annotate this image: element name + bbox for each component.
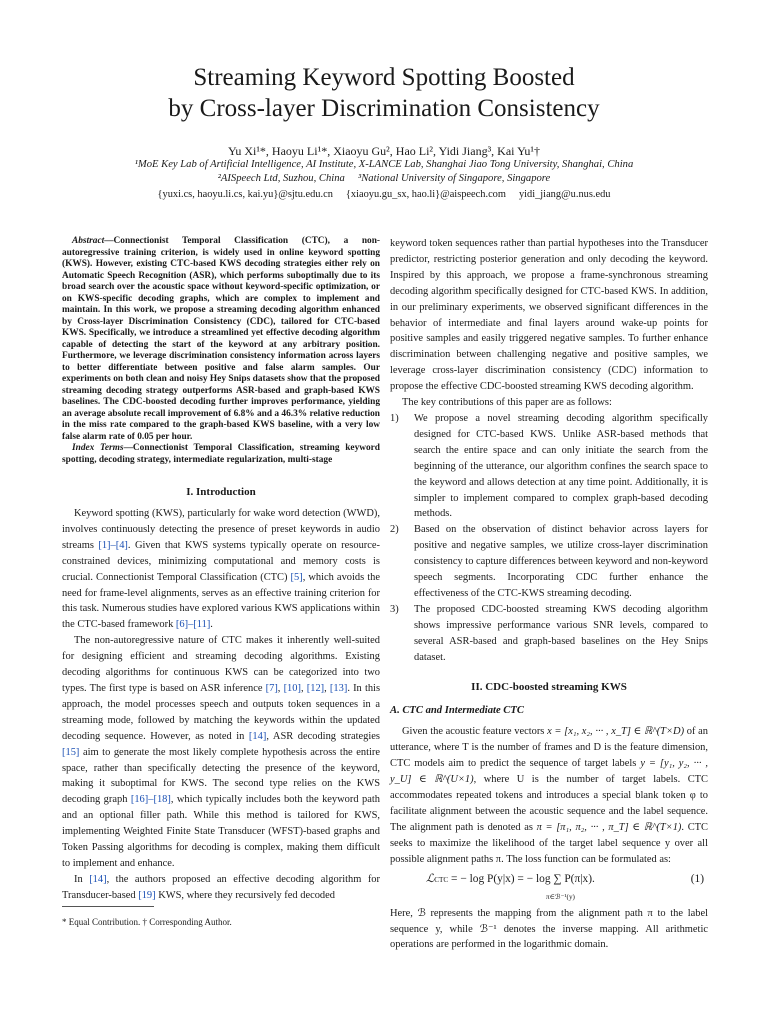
x-definition: x = [x₁, x₂, ··· , x_T] ∈ ℝ^(T×D) (547, 726, 685, 738)
contribution-number: 1) (390, 412, 399, 424)
right-column (390, 236, 708, 953)
citation-link[interactable]: [10] (283, 682, 301, 694)
footnote: * Equal Contribution. † Corresponding Author. (62, 917, 232, 927)
citation-link[interactable]: [18] (153, 794, 171, 806)
equation-ctc-loss: ℒCTC = − log P(y|x) = − log ∑ P(π|x). π∈ℬ⁻¹(y) (1) (426, 872, 704, 901)
citation-link[interactable]: [7] (265, 682, 278, 694)
contribution-list (390, 411, 708, 666)
index-terms-label: Index Terms (72, 443, 124, 453)
contribution-item (390, 411, 708, 522)
section-heading-introduction: I. Introduction (186, 486, 256, 498)
contribution-number: 2) (390, 524, 399, 536)
citation-link[interactable]: [1]–[4] (98, 539, 128, 551)
abstract (62, 236, 380, 466)
pi-definition: π = [π₁, π₂, ··· , π_T] ∈ ℝ^(T×1) (536, 821, 682, 833)
citation-link[interactable]: [15] (62, 746, 80, 758)
citation-link[interactable]: [5] (290, 571, 303, 583)
citation-link[interactable]: [6]–[11] (175, 619, 211, 631)
index-terms-text: —Connectionist Temporal Classification, streaming keyword spotting, decoding strategy, intermediate regularization, multi-stage (62, 443, 381, 465)
citation-link[interactable]: [13] (329, 682, 348, 694)
equation-number: (1) (690, 872, 704, 885)
section2-paragraph-1: Given the acoustic feature vectors x = [x₁, x₂, ··· , x_T] ∈ ℝ^(T×D) of an utterance, where T is the number of frames and D is the feature dimension, CTC models aim to predict the sequence of target labels y = [y₁, y₂, ··· , y_U] ∈ ℝ^(U×1), where U is the number of target labels. CTC accommodates repeated tokens and introduces a special blank token φ to facilitate alignment between the acoustic sequence and the label sequence. The alignment path is denoted as π = [π₁, π₂, ··· , π_T] ∈ ℝ^(T×1). CTC seeks to maximize the likelihood of the target label sequence y over all possible alignment paths π. The loss function can be formulated as: (390, 726, 709, 865)
abstract-label: Abstract (72, 236, 105, 246)
contribution-item (390, 602, 708, 666)
contribution-number: 3) (390, 603, 399, 615)
author-list: Yu Xi¹*, Haoyu Li¹*, Xiaoyu Gu², Hao Li², Yidi Jiang³, Kai Yu¹† (228, 144, 540, 158)
paper-title (40, 62, 728, 124)
title-line-2: by Cross-layer Discrimination Consistency (168, 95, 600, 122)
citation-link[interactable]: [12] (306, 682, 325, 694)
y-definition: y = [y₁, y₂, ··· , y_U] ∈ ℝ^(U×1) (390, 758, 709, 786)
subsection-heading-ctc: A. CTC and Intermediate CTC (390, 705, 524, 717)
affiliation-2: ²AISpeech Ltd, Suzhou, China ³National University of Singapore, Singapore (217, 173, 551, 184)
title-line-1: Streaming Keyword Spotting Boosted (193, 64, 575, 91)
intro-paragraph-2: The non-autoregressive nature of CTC makes it inherently well-suited for designing efficient and streaming decoding algorithms. Existing decoding algorithms for continuous KWS can be categorized into two types. The first type is based on ASR inference [7], [10], [12], [13]. In this approach, the model processes speech and outputs token sequences in a streaming mode, followed by matching the keywords within the updated decoding sequence. However, as noted in [14], ASR decoding strategies [15] aim to generate the most likely complete hypothesis across the entire space, rather than specifically detecting the presence of the keyword, making it suboptimal for KWS. The second type relies on the KWS decoding graph [16]–[18], which typically includes both the keyword path and an optional filler path. While this method is tailored for KWS, implementing Weighted Finite State Transducer (WFST)-based graphs and Token Passing algorithms for decoding is complex, making them difficult to implement and enhance. (62, 635, 381, 869)
contribution-text: The proposed CDC-boosted streaming KWS decoding algorithm shows impressive performance various SNR levels, compared to several ASR-based and graph-based baselines on the Hey Snips dataset. (414, 603, 708, 663)
intro-paragraph-1: Keyword spotting (KWS), particularly for wake word detection (WWD), involves continuously detecting the presence of preset keywords in audio streams [1]–[4]. Given that KWS systems typically operate on resource-constrained devices, minimizing computational and memory costs is crucial. Connectionist Temporal Classification (CTC) [5], which avoids the need for frame-level alignments, serves as an effective training criterion for this task. Numerous studies have explored various KWS applications within the CTC-based framework [6]–[11]. (62, 508, 381, 631)
intro-paragraph-3: In [14], the authors proposed an effective decoding algorithm for Transducer-based [19] KWS, where they recursively fed decoded (62, 873, 380, 901)
abstract-text: —Connectionist Temporal Classification (CTC), a non-autoregressive training criterion, is widely used in online keyword spotting (KWS). However, existing CTC-based KWS decoding strategies either rely on Automatic Speech Recognition (ASR), which performs suboptimally due to its broad search over the acoustic space without keyword-specific optimization, or on KWS-specific decoding graphs, which are complex to implement and maintain. In this work, we propose a streaming decoding algorithm enhanced by Cross-layer Discrimination Consistency (CDC), tailored for CTC-based KWS. Specifically, we introduce a streamlined yet effective decoding algorithm capable of detecting the start of the keyword at any arbitrary position. Furthermore, we leverage discrimination consistency information across layers to better differentiate between positive and false alarm samples. Our experiments on both clean and noisy Hey Snips datasets show that the proposed streaming decoding strategy outperforms ASR-based and graph-based KWS baselines. The CDC-boosted decoding further improves performance, yielding an average absolute recall improvement of 6.8% and a 46.3% relative reduction in the miss rate compared to the graph-based KWS baseline, with a very low false alarm rate of 0.05 per hour. (62, 236, 380, 442)
author-emails: {yuxi.cs, haoyu.li.cs, kai.yu}@sjtu.edu.cn {xiaoyu.gu_sx, hao.li}@aispeech.com yidi_jiang@u.nus.edu (157, 189, 611, 200)
section-heading-cdc: II. CDC-boosted streaming KWS (471, 681, 627, 694)
contribution-text: We propose a novel streaming decoding algorithm specifically designed for CTC-based KWS. Unlike ASR-based methods that search the entire space and can only initiate the search from the beginning of the utterance, our algorithm confines the search space to the keyword and allows detection at any time point. Additionally, it is simpler to implement compared to complex graph-based decoding methods. (414, 412, 708, 520)
citation-link[interactable]: [19] (138, 889, 156, 901)
intro-paragraph-4: keyword token sequences rather than partial hypotheses into the Transducer predictor, restricting posterior generation and only decoding the keyword. Inspired by this approach, we propose a frame-synchronous streaming decoding algorithm specifically designed for CTC-based KWS. In addition, in our preliminary experiments, we observed significant differences in the behavior of intermediate and final layers around wake-up points for positive samples and easily triggered negative samples. To further enhance discrimination between challenging negative and positive samples, we leverage cross-layer discrimination consistency (CDC) information to propose the effective CDC-boosted streaming KWS decoding algorithm. (390, 238, 708, 393)
left-column (62, 236, 380, 904)
contribution-item (390, 522, 708, 602)
citation-link[interactable]: [16]– (130, 794, 154, 806)
affiliation-1: ¹MoE Key Lab of Artificial Intelligence, AI Institute, X-LANCE Lab, Shanghai Jiao Tong University, Shanghai, China (134, 159, 634, 170)
citation-link[interactable]: [14] (89, 873, 107, 885)
footnote-rule (62, 906, 154, 907)
citation-link[interactable]: [14] (248, 730, 267, 742)
contributions-intro: The key contributions of this paper are as follows: (402, 397, 612, 409)
section2-paragraph-2: Here, ℬ represents the mapping from the alignment path π to the label sequence y, while ℬ⁻¹ denotes the inverse mapping. All arithmetic operations are performed in the logarithmic domain. (390, 907, 708, 951)
contribution-text: Based on the observation of distinct behavior across layers for positive and negative samples, we utilize cross-layer discrimination consistency to capture differences between keyword and non-keyword speech segments. Incorporating CDC further enhance the effectiveness of the CTC-KWS streaming decoding. (414, 524, 708, 599)
introduction-body (62, 506, 380, 904)
